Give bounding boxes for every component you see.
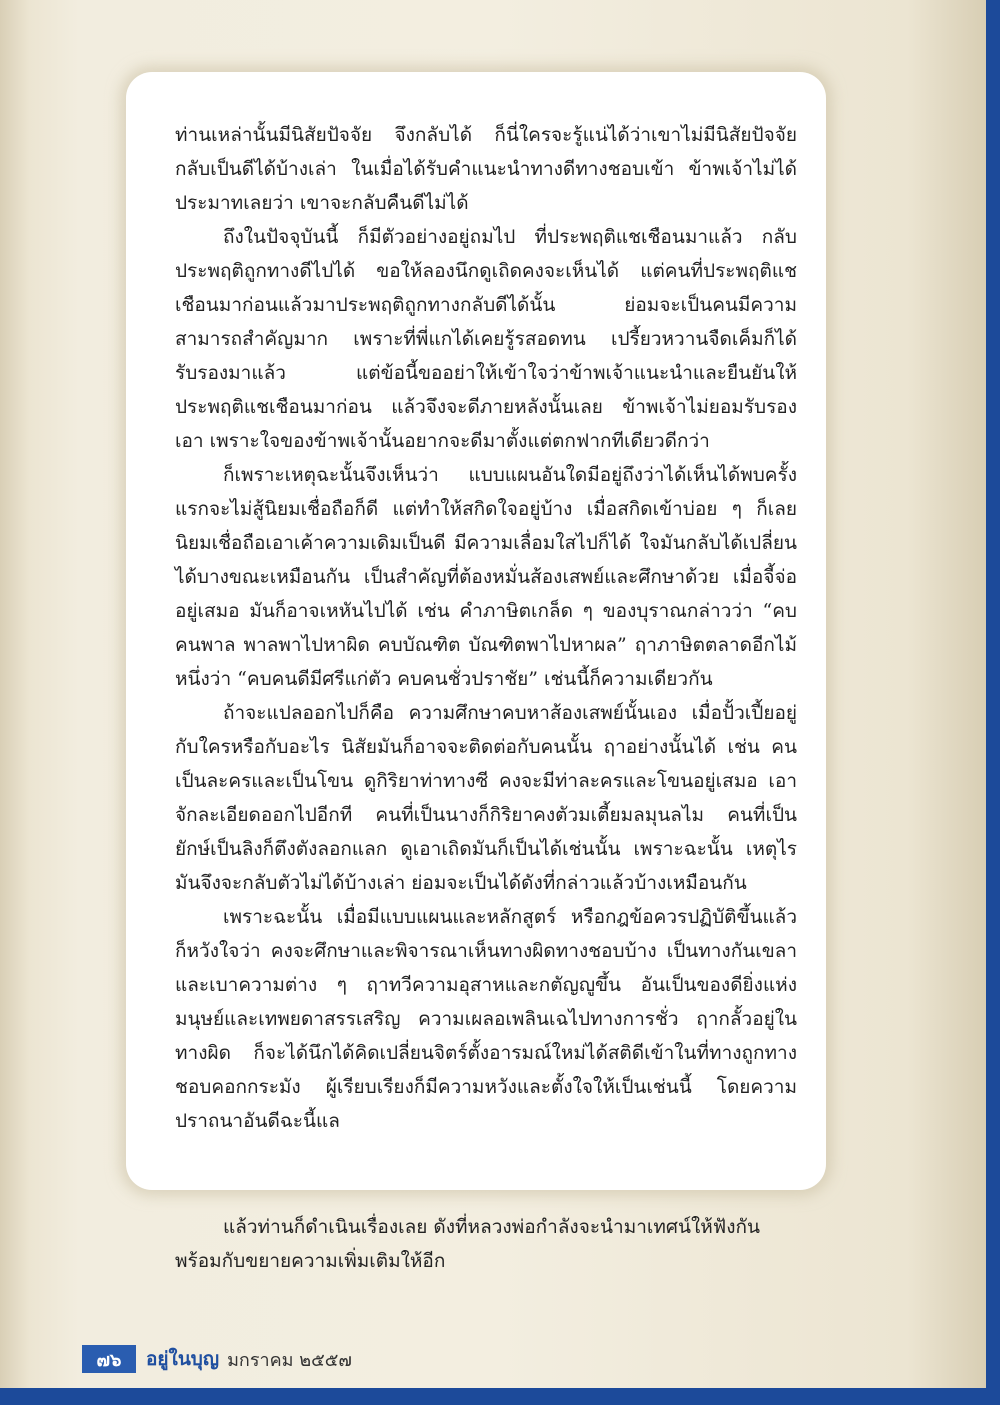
article-body	[175, 118, 797, 1138]
closing-text	[175, 1210, 797, 1278]
page-footer	[82, 1344, 352, 1374]
paragraph-4: ถ้าจะแปลออกไปก็คือ ความศึกษาคบหาส้องเสพย์นั้นเอง เมื่อปั้วเปี้ยอยู่กับใครหรือกับอะไร นิสัยมันก็อาจจะติดต่อกับคนนั้น ฤาอย่างนั้นได้ เช่น คนเป็นละครและเป็นโขน ดูกิริยาท่าทางซี คงจะมีท่าละครและโขนอยู่เสมอ เอาจักละเอียดออกไปอีกที คนที่เป็นนางก็กิริยาคงตัวมเตี้ยมลมุนลไม คนที่เป็นยักษ์เป็นลิงก็ตึงตังลอกแลก ดูเอาเถิดมันก็เป็นได้เช่นนั้น เพราะฉะนั้น เหตุไรมันจึงจะกลับตัวไม่ได้บ้างเล่า ย่อมจะเป็นได้ดังที่กล่าวแล้วบ้างเหมือนกัน	[175, 702, 797, 894]
paragraph-1: ท่านเหล่านั้นมีนิสัยปัจจัย จึงกลับได้ ก็นี่ใครจะรู้แน่ได้ว่าเขาไม่มีนิสัยปัจจัยกลับเป็นดีได้บ้างเล่า ในเมื่อได้รับคำแนะนำทางดีทางชอบเข้า ข้าพเจ้าไม่ได้ประมาทเลยว่า เขาจะกลับคืนดีไม่ได้	[175, 124, 797, 214]
paragraph-3: ก็เพราะเหตุฉะนั้นจึงเห็นว่า แบบแผนอันใดมีอยู่ถึงว่าได้เห็นได้พบครั้งแรกจะไม่สู้นิยมเชื่อถือก็ดี แต่ทำให้สกิดใจอยู่บ้าง เมื่อสกิดเข้าบ่อย ๆ ก็เลยนิยมเชื่อถือเอาเค้าความเดิมเป็นดี มีความเลื่อมใสไปก็ได้ ใจมันกลับได้เปลี่ยนได้บางขณะเหมือนกัน เป็นสำคัญที่ต้องหมั่นส้องเสพย์และศึกษาด้วย เมื่อจี้จ่ออยู่เสมอ มันก็อาจเหหันไปได้ เช่น คำภาษิตเกล็ด ๆ ของบุราณกล่าวว่า “คบคนพาล พาลพาไปหาผิด คบบัณฑิต บัณฑิตพาไปหาผล” ฤาภาษิตตลาดอีกไม้หนึ่งว่า “คบคนดีมีศรีแก่ตัว คบคนชั่วปราชัย” เช่นนี้ก็ความเดียวกัน	[175, 464, 797, 690]
issue-date: มกราคม ๒๕๕๗	[227, 1349, 352, 1371]
magazine-name: อยู่ในบุญ	[146, 1348, 220, 1370]
page-number: ๗๖	[82, 1345, 136, 1373]
closing-paragraph: แล้วท่านก็ดำเนินเรื่องเลย ดังที่หลวงพ่อกำลังจะนำมาเทศน์ให้ฟังกัน พร้อมกับขยายความเพิ่มเติมให้อีก	[175, 1216, 760, 1272]
paragraph-2: ถึงในปัจจุบันนี้ ก็มีตัวอย่างอยู่ถมไป ที่ประพฤติแชเชือนมาแล้ว กลับประพฤติถูกทางดีไปได้ ขอให้ลองนึกดูเถิดคงจะเห็นได้ แต่คนที่ประพฤติแชเชือนมาก่อนแล้วมาประพฤติถูกทางกลับดีได้นั้น ย่อมจะเป็นคนมีความสามารถสำคัญมาก เพราะที่พี่แกได้เคยรู้รสอดทน เปรี้ยวหวานจืดเค็มก็ได้รับรองมาแล้ว แต่ข้อนี้ขออย่าให้เข้าใจว่าข้าพเจ้าแนะนำและยืนยันให้ประพฤติแชเชือนมาก่อน แล้วจึงจะดีภายหลังนั้นเลย ข้าพเจ้าไม่ยอมรับรองเอา เพราะใจของข้าพเจ้านั้นอยากจะดีมาตั้งแต่ตกฟากทีเดียวดีกว่า	[175, 226, 797, 452]
paragraph-5: เพราะฉะนั้น เมื่อมีแบบแผนและหลักสูตร์ หรือกฎข้อควรปฏิบัติขึ้นแล้ว ก็หวังใจว่า คงจะศึกษาและพิจารณาเห็นทางผิดทางชอบบ้าง เป็นทางกันเขลาและเบาความต่าง ๆ ฤาทวีความอุสาหและกตัญญูขึ้น อันเป็นของดียิ่งแห่งมนุษย์และเทพยดาสรรเสริญ ความเผลอเพลินเฉไปทางการชั่ว ฤากลั้วอยู่ในทางผิด ก็จะได้นึกได้คิดเปลี่ยนจิตร์ตั้งอารมณ์ใหม่ได้สติดีเข้าในที่ทางถูกทางชอบคอกกระมัง ผู้เรียบเรียงก็มีความหวังและตั้งใจให้เป็นเช่นนี้ โดยความปราถนาอันดีฉะนี้แล	[175, 906, 797, 1132]
